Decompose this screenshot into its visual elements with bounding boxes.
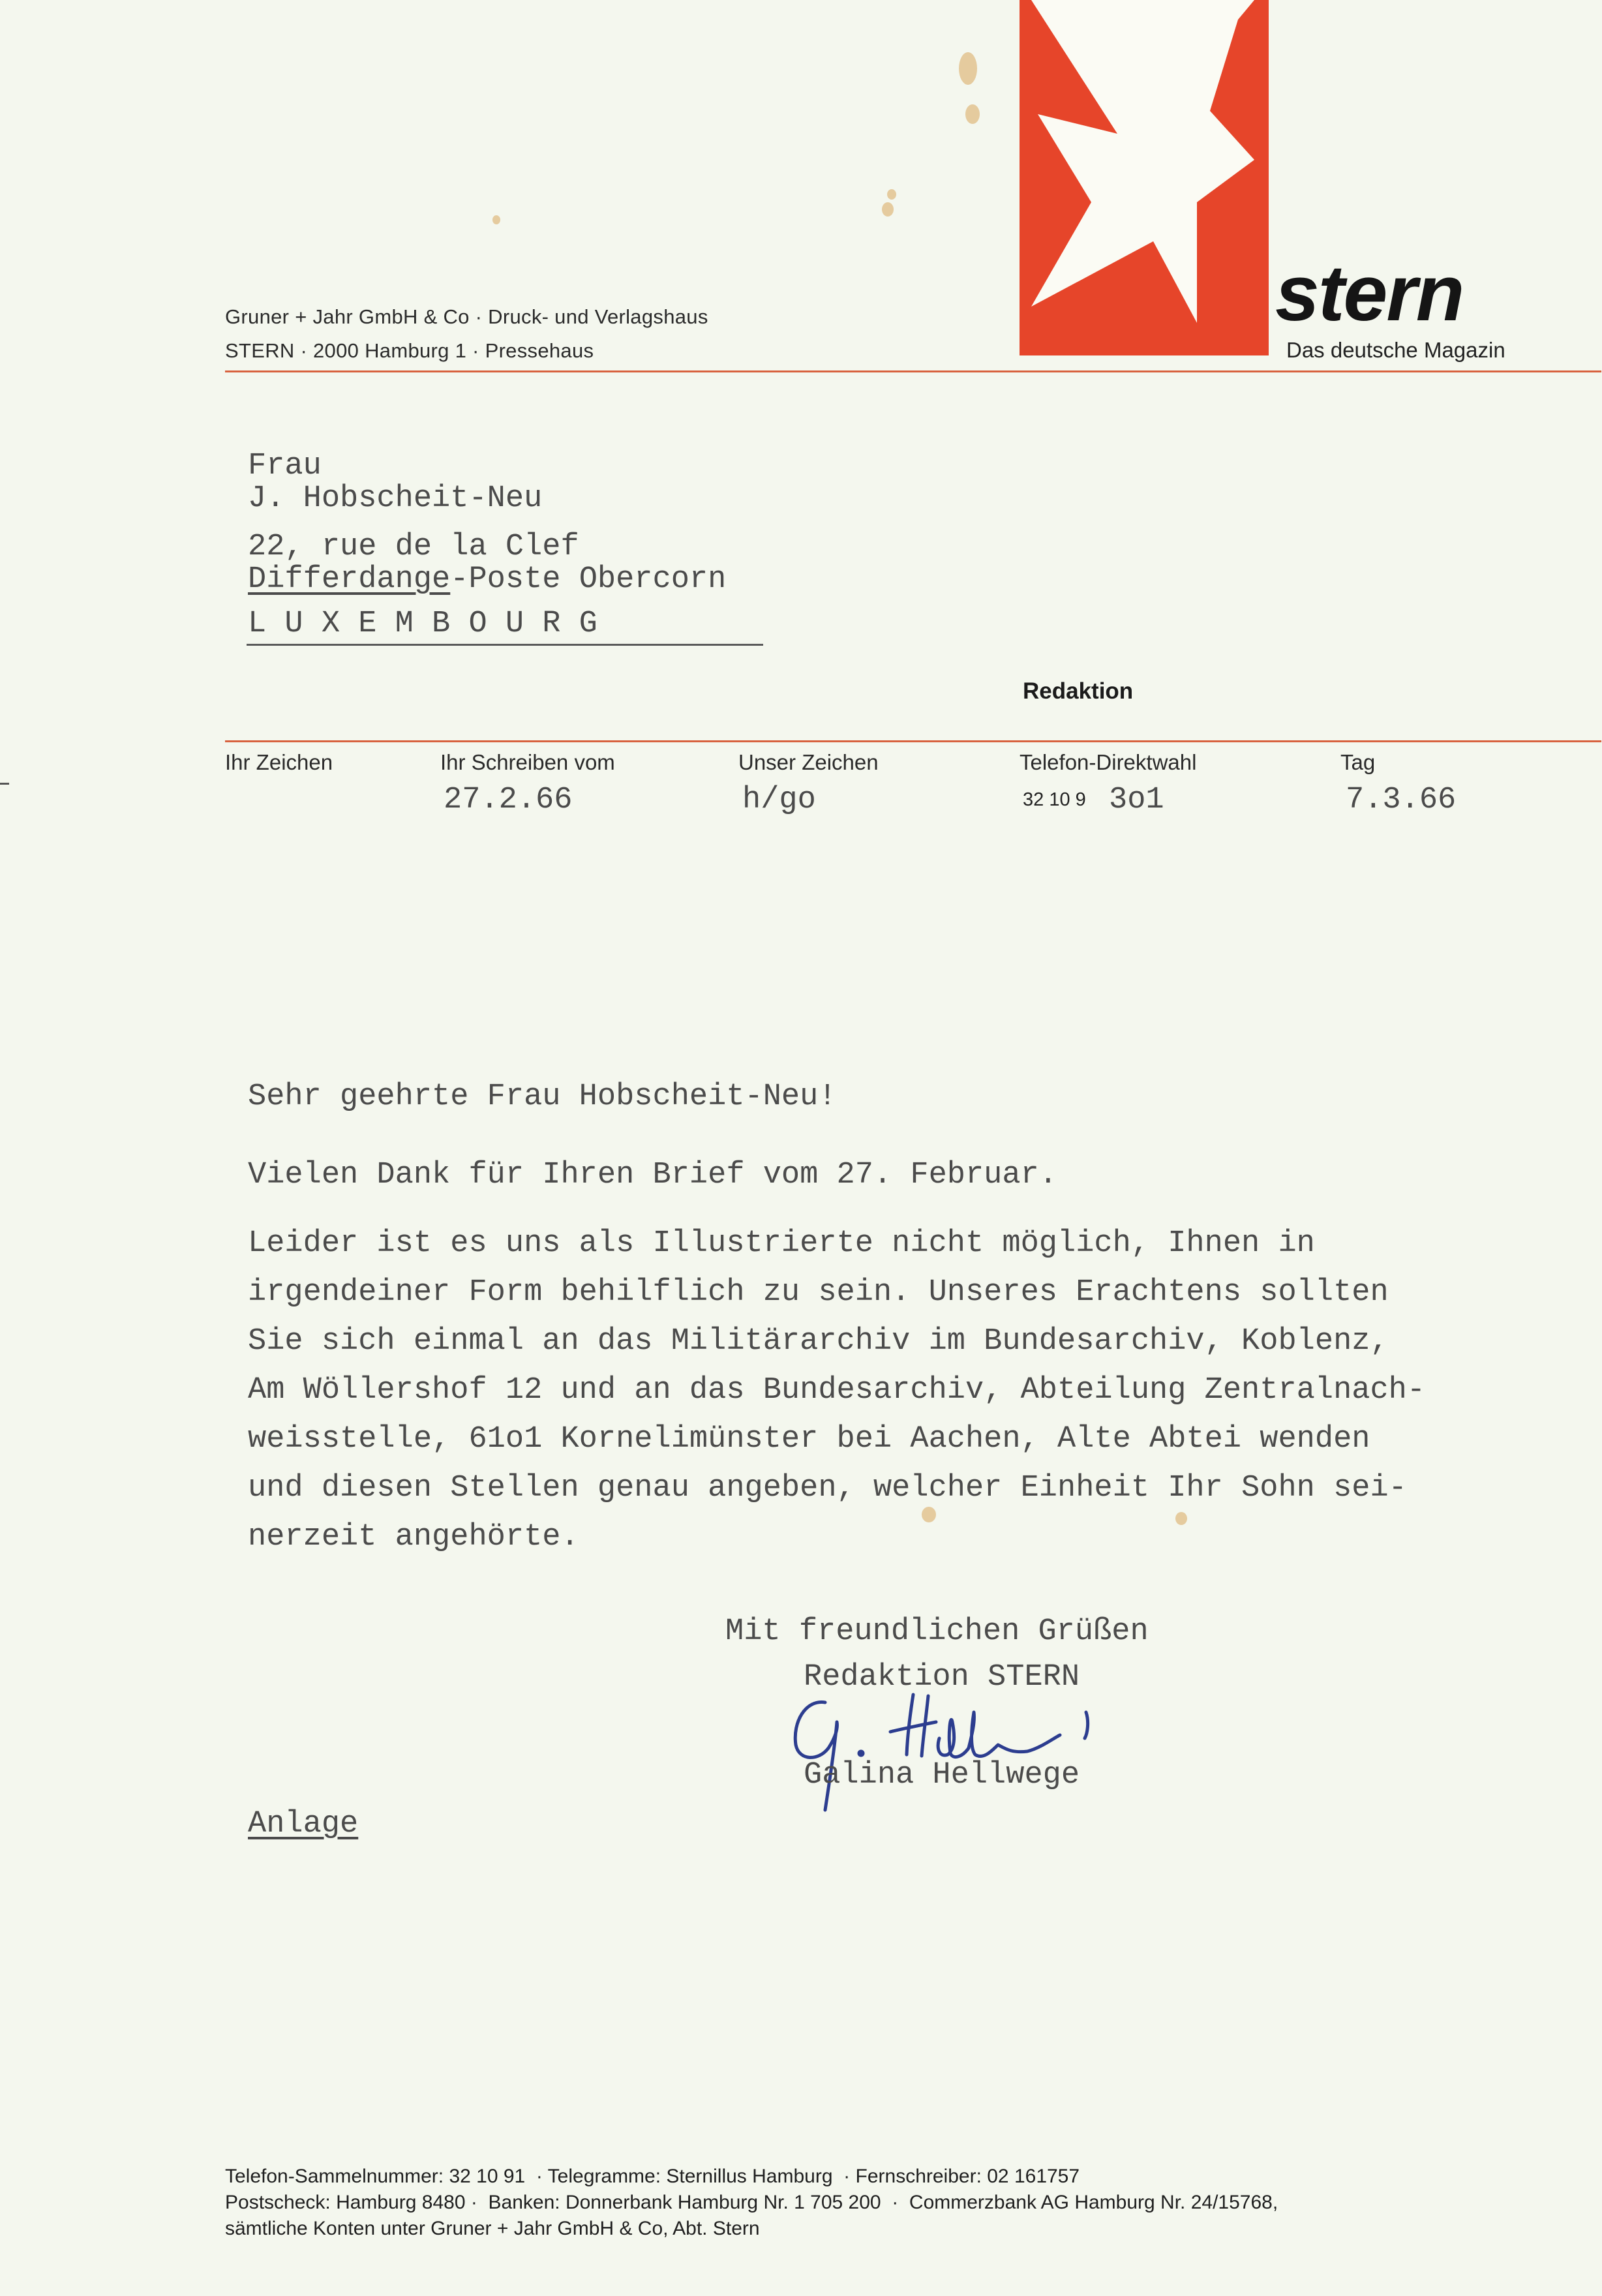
value-telefon-prefix: 32 10 9 (1023, 789, 1086, 810)
value-unser-zeichen: h/go (742, 783, 816, 817)
signer-name: Galina Hellwege (804, 1758, 1080, 1792)
recipient-street: 22, rue de la Clef (248, 530, 579, 564)
value-telefon-ext: 3o1 (1109, 783, 1164, 817)
fold-mark (0, 783, 9, 785)
body-line: irgendeiner Form behilflich zu sein. Unseres Erachtens sollten (248, 1275, 1389, 1310)
stain (882, 202, 894, 217)
company-address-line-2: STERN · 2000 Hamburg 1 · Pressehaus (225, 339, 594, 362)
signature-org: Redaktion STERN (804, 1660, 1080, 1695)
label-ihr-zeichen: Ihr Zeichen (225, 750, 333, 774)
recipient-salutation: Frau (248, 449, 322, 483)
stain (959, 52, 977, 85)
reference-divider (225, 740, 1601, 742)
stain (492, 215, 500, 224)
country-underline (247, 644, 763, 646)
body-line: Am Wöllershof 12 und an das Bundesarchiv, Abteilung Zentralnach- (248, 1373, 1426, 1408)
stain (1175, 1512, 1187, 1525)
enclosure-label: Anlage (248, 1807, 359, 1841)
label-tag: Tag (1340, 750, 1376, 774)
stain (965, 104, 980, 124)
value-tag: 7.3.66 (1346, 783, 1457, 817)
body-line: Leider ist es uns als Illustrierte nicht möglich, Ihnen in (248, 1226, 1315, 1261)
thanks-line: Vielen Dank für Ihren Brief vom 27. Februar. (248, 1158, 1058, 1192)
footer-line-3: sämtliche Konten unter Gruner + Jahr GmbH & Co, Abt. Stern (225, 2218, 760, 2239)
label-telefon: Telefon-Direktwahl (1020, 750, 1197, 774)
body-line: nerzeit angehörte. (248, 1520, 579, 1554)
header-divider (225, 370, 1601, 372)
stern-star-logo (1020, 0, 1269, 355)
closing: Mit freundlichen Grüßen (725, 1614, 1149, 1649)
recipient-country: L U X E M B O U R G (248, 607, 597, 641)
handwritten-signature (779, 1676, 1145, 1826)
recipient-city (248, 562, 726, 597)
company-address-line-1: Gruner + Jahr GmbH & Co · Druck- und Verlagshaus (225, 305, 708, 328)
department-label: Redaktion (1023, 678, 1134, 704)
recipient-city-rest: -Poste Obercorn (450, 562, 727, 597)
body-line: weisstelle, 61o1 Kornelimünster bei Aachen, Alte Abtei wenden (248, 1422, 1370, 1457)
label-unser-zeichen: Unser Zeichen (738, 750, 879, 774)
greeting: Sehr geehrte Frau Hobscheit-Neu! (248, 1080, 837, 1114)
value-ihr-schreiben: 27.2.66 (444, 783, 573, 817)
footer-line-2: Postscheck: Hamburg 8480 · Banken: Donnerbank Hamburg Nr. 1 705 200 · Commerzbank AG Hamburg Nr. 24/15768, (225, 2192, 1278, 2213)
recipient-city-underlined: Differdange (248, 562, 451, 597)
brand-name: stern (1275, 249, 1464, 337)
recipient-name: J. Hobscheit-Neu (248, 481, 543, 516)
stain (922, 1507, 936, 1522)
star-icon (1020, 0, 1269, 355)
footer-line-1: Telefon-Sammelnummer: 32 10 91 · Telegramme: Sternillus Hamburg · Fernschreiber: 02 161757 (225, 2166, 1080, 2187)
brand-tagline: Das deutsche Magazin (1286, 338, 1505, 362)
label-ihr-schreiben: Ihr Schreiben vom (440, 750, 615, 774)
stain (887, 189, 896, 200)
body-line: und diesen Stellen genau angeben, welcher Einheit Ihr Sohn sei- (248, 1471, 1407, 1505)
body-line: Sie sich einmal an das Militärarchiv im Bundesarchiv, Koblenz, (248, 1324, 1389, 1359)
